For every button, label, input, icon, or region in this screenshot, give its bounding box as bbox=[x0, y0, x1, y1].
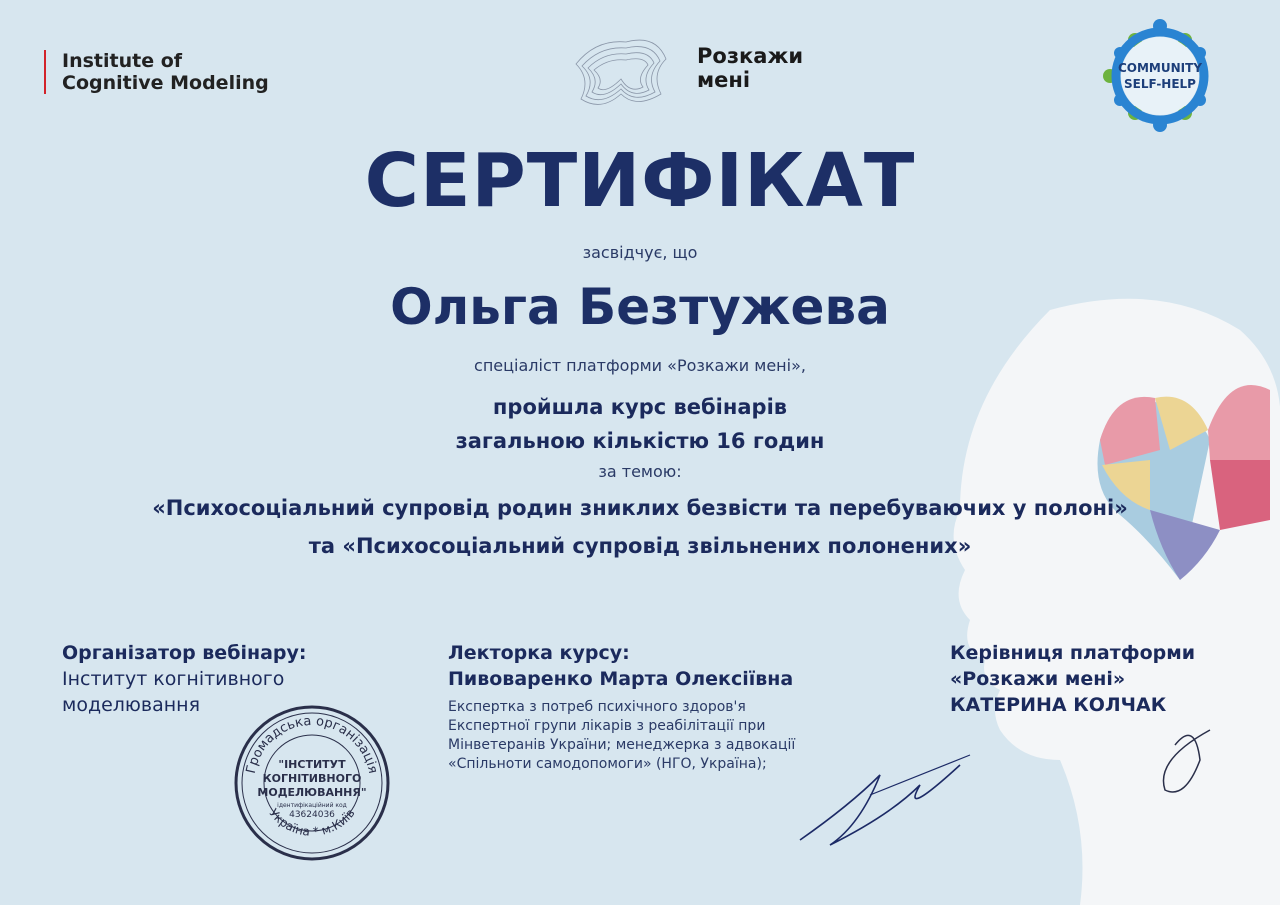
lecturer-block bbox=[448, 640, 795, 774]
head-title: Керівниця платформи bbox=[950, 642, 1196, 664]
organizer-line: Інститут когнітивного bbox=[62, 668, 285, 690]
head-name: КАТЕРИНА КОЛЧАК bbox=[950, 694, 1167, 716]
logo-line: Розкажи bbox=[697, 44, 804, 68]
specialist-text: спеціаліст платформи «Розкажи мені», bbox=[474, 356, 806, 375]
topic-line: «Психосоціальний супровід родин зниклих безвісти та перебуваючих у полоні» bbox=[152, 496, 1128, 520]
head-platform: «Розкажи мені» bbox=[950, 668, 1126, 690]
topic-label: за темою: bbox=[598, 462, 682, 481]
stamp-center-line: "ІНСТИТУТ bbox=[278, 758, 346, 771]
institute-logo bbox=[44, 50, 269, 94]
stamp-code-label: ідентифікаційний код bbox=[277, 802, 347, 809]
course-line: пройшла курс вебінарів bbox=[492, 395, 788, 419]
lecturer-name: Пивоваренко Марта Олексіївна bbox=[448, 668, 794, 690]
organizer-heading: Організатор вебінару: bbox=[62, 642, 307, 664]
certifies-text: засвідчує, що bbox=[582, 243, 698, 262]
logo-line: Cognitive Modeling bbox=[62, 72, 269, 94]
organization-stamp bbox=[232, 703, 392, 863]
lecturer-signature bbox=[790, 745, 990, 855]
community-self-help-logo bbox=[1100, 18, 1220, 133]
stamp-center-line: КОГНІТИВНОГО bbox=[262, 772, 362, 785]
lecturer-heading: Лекторка курсу: bbox=[448, 642, 630, 664]
logo-line: Institute of bbox=[62, 50, 183, 72]
logo-line: мені bbox=[697, 68, 751, 92]
logo-line: COMMUNITY bbox=[1117, 61, 1203, 75]
desc-line: Експертної групи лікарів з реабілітації при bbox=[448, 718, 766, 734]
logo-line: SELF-HELP bbox=[1124, 77, 1196, 91]
platform-logo-text bbox=[697, 44, 803, 92]
desc-line: Експертка з потреб психічного здоров'я bbox=[448, 699, 746, 715]
topic-line: та «Психосоціальний супровід звільнених полонених» bbox=[308, 534, 972, 558]
platform-logo-mark bbox=[566, 34, 676, 114]
head-block bbox=[950, 640, 1195, 718]
stamp-center-line: МОДЕЛЮВАННЯ" bbox=[257, 786, 367, 799]
recipient-name: Ольга Безтужева bbox=[390, 278, 890, 336]
stamp-bottom-text: Україна * м.Київ bbox=[266, 806, 358, 839]
stamp-code: 43624036 bbox=[289, 810, 335, 820]
course-hours: загальною кількістю 16 годин bbox=[455, 429, 825, 453]
certificate-title: СЕРТИФІКАТ bbox=[364, 138, 916, 224]
lecturer-description bbox=[448, 698, 795, 774]
organizer-line: моделювання bbox=[62, 694, 201, 716]
desc-line: «Спільноти самодопомоги» (НГО, Україна); bbox=[448, 756, 767, 772]
stamp-ring-text: Громадська організація bbox=[243, 713, 381, 776]
head-silhouette-illustration bbox=[940, 290, 1280, 905]
desc-line: Мінветеранів України; менеджерка з адвокації bbox=[448, 737, 796, 753]
